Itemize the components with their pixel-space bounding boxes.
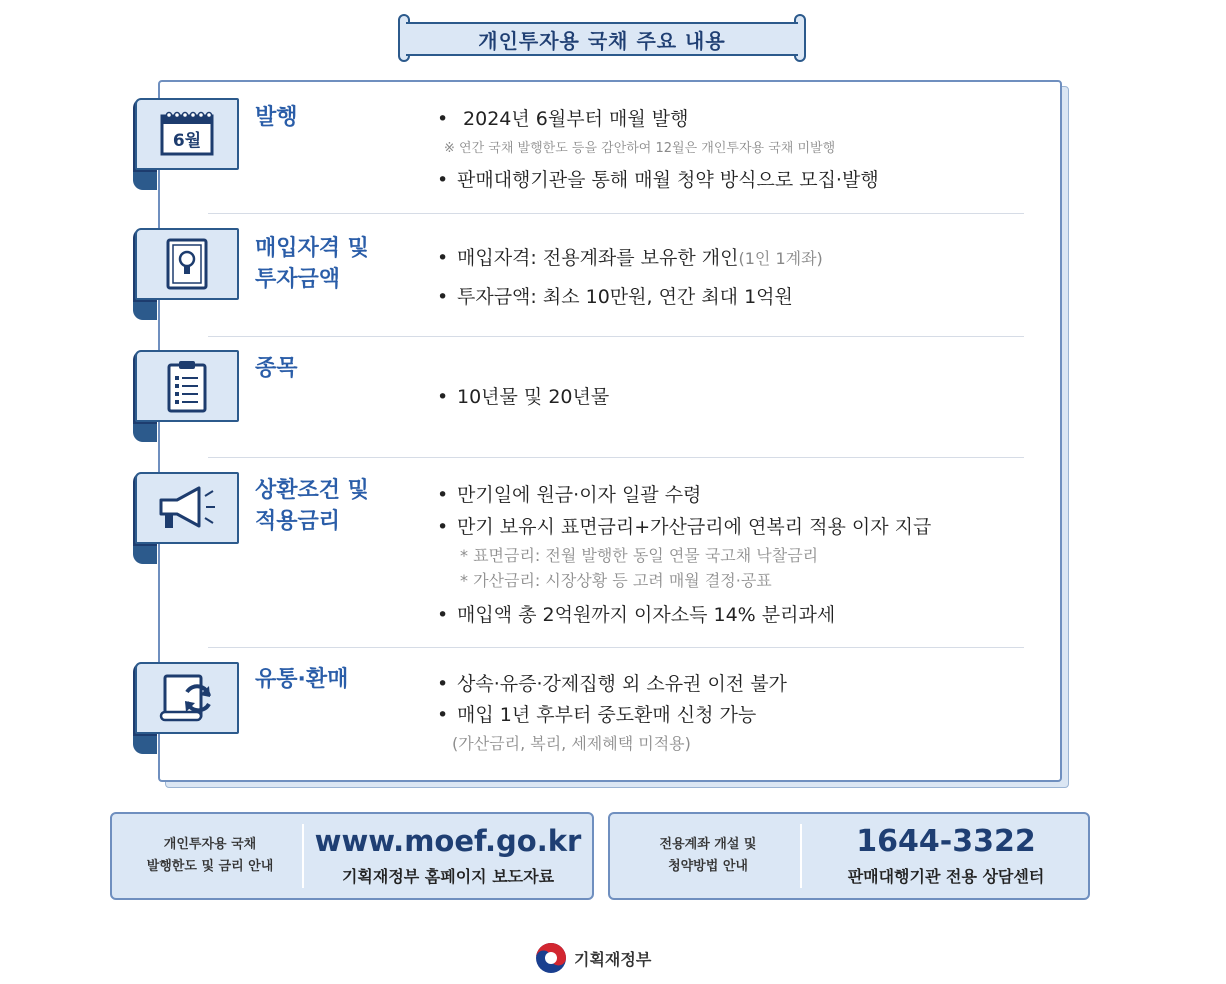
footnote: * 가산금리: 시장상황 등 고려 매월 결정·공표	[460, 571, 772, 590]
section-heading: 유통·환매	[255, 667, 349, 692]
footnote: ※ 연간 국채 발행한도 등을 감안하여 12월은 개인투자용 국채 미발행	[444, 141, 836, 156]
section-issuance-tab	[133, 98, 239, 190]
section-eligibility-tab	[133, 228, 239, 320]
bullet-item: • 투자금액: 최소 10만원, 연간 최대 1억원	[437, 286, 793, 308]
bankbook-icon	[135, 228, 239, 300]
bullet-item: • 매입자격: 전용계좌를 보유한 개인(1인 1계좌)	[437, 247, 823, 269]
divider	[208, 213, 1024, 214]
footer-website-box	[110, 812, 594, 900]
document-refresh-icon	[135, 662, 239, 734]
bullet-item: • 만기일에 원금·이자 일괄 수령	[437, 484, 702, 506]
footnote: * 표면금리: 전월 발행한 동일 연물 국고채 낙찰금리	[460, 546, 819, 565]
divider	[208, 647, 1024, 648]
section-heading-line2: 투자금액	[255, 267, 341, 292]
banner-title: 개인투자용 국채 주요 내용	[406, 22, 798, 56]
section-heading-line2: 적용금리	[255, 509, 341, 534]
section-heading	[255, 475, 369, 537]
bullet-item: • 10년물 및 20년물	[437, 386, 610, 408]
section-heading-line1: 매입자격 및	[255, 236, 369, 261]
taegeuk-logo-icon	[534, 941, 568, 975]
footer-info-label: 전용계좌 개설 및 청약방법 안내	[659, 837, 757, 874]
bullet-item: • 만기 보유시 표면금리+가산금리에 연복리 적용 이자 지급	[437, 516, 932, 538]
section-heading	[255, 233, 369, 295]
footer-separator	[302, 824, 304, 888]
section-transfer-tab	[133, 662, 239, 754]
footer-caption: 판매대행기관 전용 상담센터	[847, 867, 1045, 886]
divider	[208, 457, 1024, 458]
phone-number[interactable]: 1644-3322	[856, 824, 1036, 859]
footnote: (가산금리, 복리, 세제혜택 미적용)	[452, 734, 691, 753]
footer-phone-box	[608, 812, 1090, 900]
bullet-item: • 판매대행기관을 통해 매월 청약 방식으로 모집·발행	[437, 169, 879, 191]
footer-info-label: 개인투자용 국채 발행한도 및 금리 안내	[146, 837, 274, 874]
calendar-icon	[135, 98, 239, 170]
ministry-logo	[534, 942, 651, 974]
bullet-item: • 매입 1년 후부터 중도환매 신청 가능	[437, 704, 757, 726]
bullet-suffix: (1인 1계좌)	[738, 249, 823, 268]
footer-caption: 기획재정부 홈페이지 보도자료	[341, 867, 555, 886]
clipboard-list-icon	[135, 350, 239, 422]
ministry-name: 기획재정부	[574, 949, 652, 969]
section-products-tab	[133, 350, 239, 442]
bullet-item: • 2024년 6월부터 매월 발행	[437, 108, 689, 130]
megaphone-icon	[135, 472, 239, 544]
section-heading-line1: 상환조건 및	[255, 478, 369, 503]
calendar-icon-text: 6월	[172, 131, 202, 151]
title-banner	[398, 14, 806, 62]
bullet-item: • 상속·유증·강제집행 외 소유권 이전 불가	[437, 673, 787, 695]
section-redemption-tab	[133, 472, 239, 564]
divider	[208, 336, 1024, 337]
website-link[interactable]: www.moef.go.kr	[314, 824, 582, 858]
section-heading: 종목	[255, 356, 298, 381]
bullet-item: • 매입액 총 2억원까지 이자소득 14% 분리과세	[437, 604, 836, 626]
footer-separator	[800, 824, 802, 888]
section-heading: 발행	[255, 105, 298, 130]
